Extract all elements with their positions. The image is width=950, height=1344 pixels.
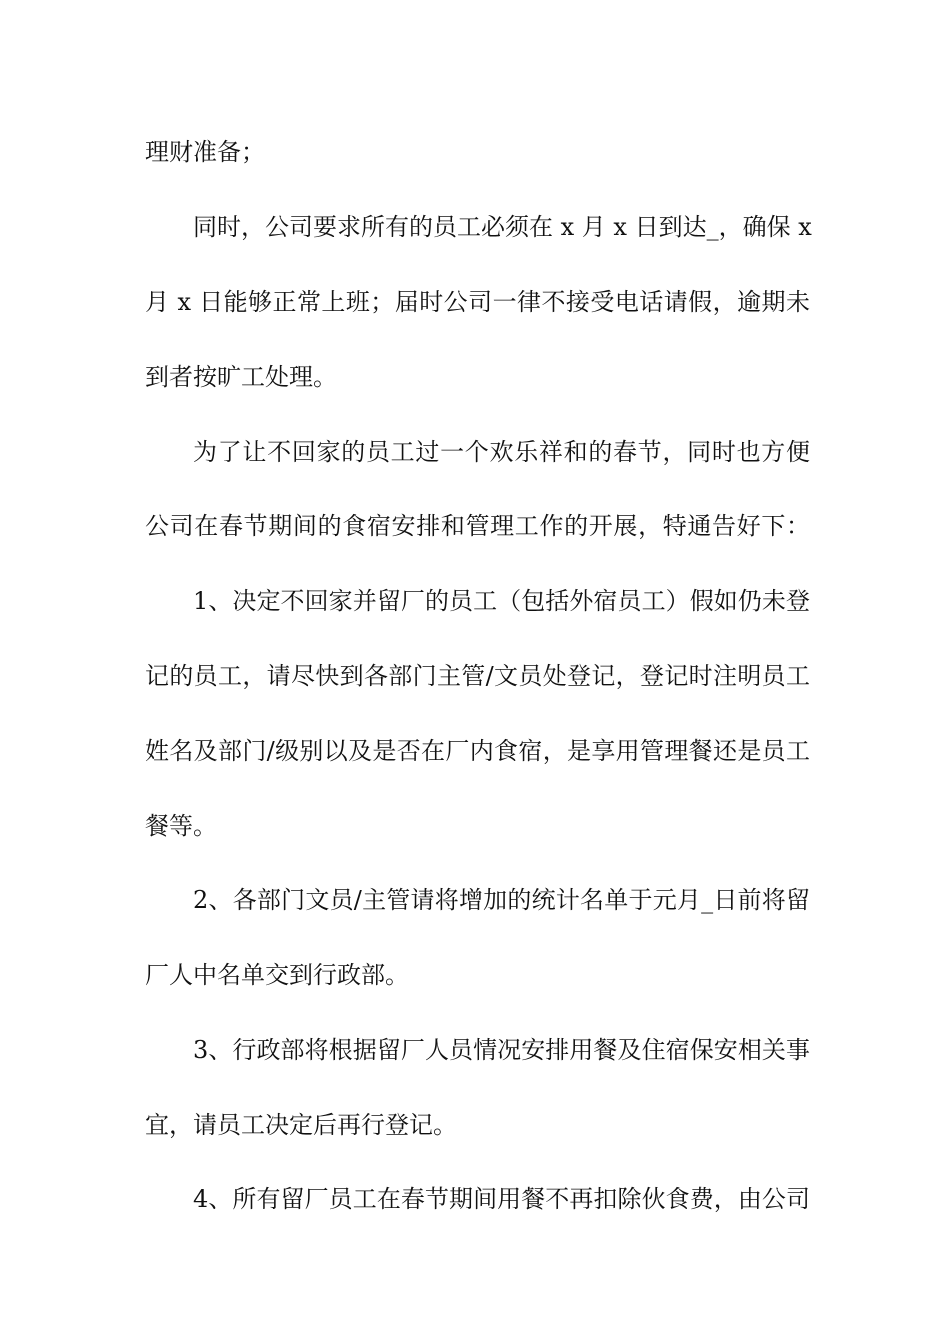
text-line-3: 月 x 日能够正常上班；届时公司一律不接受电话请假，逾期未 (145, 288, 810, 316)
text-line-6: 公司在春节期间的食宿安排和管理工作的开展，特通告好下： (145, 512, 810, 540)
text-line-14: 宜，请员工决定后再行登记。 (145, 1111, 457, 1139)
text-line-10: 餐等。 (145, 812, 217, 840)
text-line-2: 同时，公司要求所有的员工必须在 x 月 x 日到达_，确保 x (193, 213, 812, 241)
text-line-11: 2、各部门文员/主管请将增加的统计名单于元月_日前将留 (193, 886, 810, 914)
text-line-7: 1、决定不回家并留厂的员工（包括外宿员工）假如仍未登 (193, 587, 810, 615)
text-line-9: 姓名及部门/级别以及是否在厂内食宿，是享用管理餐还是员工 (145, 737, 810, 765)
text-line-4: 到者按旷工处理。 (145, 363, 337, 391)
text-line-8: 记的员工，请尽快到各部门主管/文员处登记，登记时注明员工 (145, 662, 810, 690)
text-line-5: 为了让不回家的员工过一个欢乐祥和的春节，同时也方便 (193, 438, 810, 466)
text-line-15: 4、所有留厂员工在春节期间用餐不再扣除伙食费，由公司 (193, 1185, 810, 1213)
text-line-13: 3、行政部将根据留厂人员情况安排用餐及住宿保安相关事 (193, 1036, 810, 1064)
text-line-12: 厂人中名单交到行政部。 (145, 961, 409, 989)
text-line-1: 理财准备； (145, 138, 265, 166)
